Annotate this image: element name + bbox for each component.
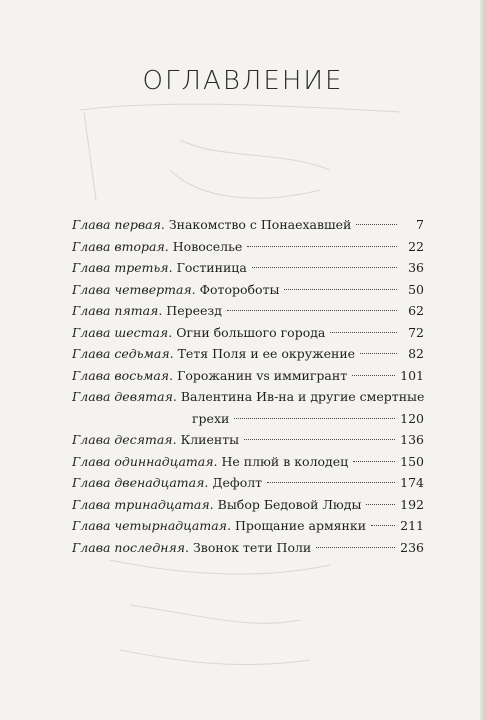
- dot-leader: [371, 525, 395, 526]
- dot-leader: [247, 246, 397, 247]
- chapter-title: Выбор Бедовой Люды: [217, 496, 362, 512]
- chapter-title: Звонок тети Поли: [193, 539, 312, 555]
- chapter-title: Клиенты: [180, 432, 240, 447]
- page-number: 7: [416, 217, 424, 232]
- chapter-title: Гостиница: [176, 260, 247, 275]
- chapter-number: Глава десятая: [72, 432, 173, 447]
- page-edge: [480, 0, 486, 720]
- dot-leader: [352, 375, 395, 376]
- dot-leader: [330, 332, 397, 333]
- chapter-number: Глава тринадцатая: [72, 496, 210, 512]
- page-number: 120: [400, 410, 424, 426]
- page-number: 72: [408, 324, 424, 340]
- chapter-number: Глава восьмая: [72, 367, 170, 383]
- chapter-title-continuation: грехи: [192, 410, 230, 426]
- table-of-contents: [72, 214, 424, 558]
- dot-leader: [316, 547, 395, 548]
- dot-leader: [360, 353, 397, 354]
- chapter-title: Тетя Поля и ее окружение: [177, 346, 356, 361]
- dot-leader: [227, 310, 397, 311]
- page-number: 62: [408, 303, 424, 318]
- toc-entry[interactable]: Глава первая . Знакомство с Понаехавшей 7: [72, 214, 424, 236]
- page-number: 150: [400, 453, 424, 469]
- chapter-number: Глава двенадцатая: [72, 475, 205, 490]
- chapter-number: Глава пятая: [72, 303, 159, 318]
- toc-entry[interactable]: Глава тринадцатая . Выбор Бедовой Люды 192: [72, 494, 424, 516]
- chapter-number: Глава третья: [72, 260, 169, 275]
- toc-entry[interactable]: Глава вторая . Новоселье 22: [72, 236, 424, 258]
- chapter-title: Прощание армянки: [234, 518, 367, 533]
- chapter-title: Горожанин vs иммигрант: [177, 367, 348, 383]
- toc-entry[interactable]: Глава четырнадцатая . Прощание армянки 211: [72, 515, 424, 537]
- dot-leader: [284, 289, 397, 290]
- page-title: ОГЛАВЛЕНИЕ: [142, 66, 344, 96]
- page-number: 136: [400, 432, 424, 447]
- toc-entry[interactable]: Глава шестая . Огни большого города 72: [72, 322, 424, 344]
- toc-entry[interactable]: Глава девятая . Валентина Ив-на и другие смертные: [72, 386, 424, 408]
- toc-entry[interactable]: Глава двенадцатая . Дефолт 174: [72, 472, 424, 494]
- chapter-title: Дефолт: [212, 475, 263, 490]
- page-number: 22: [408, 238, 424, 254]
- chapter-number: Глава последняя: [72, 539, 186, 555]
- page-number: 101: [400, 367, 424, 383]
- page-number: 50: [408, 281, 424, 297]
- dot-leader: [244, 439, 395, 440]
- chapter-title: Переезд: [166, 303, 222, 318]
- toc-entry[interactable]: Глава одиннадцатая . Не плюй в колодец 150: [72, 451, 424, 473]
- dot-leader: [267, 482, 395, 483]
- toc-entry[interactable]: Глава третья . Гостиница 36: [72, 257, 424, 279]
- toc-entry[interactable]: Глава десятая . Клиенты 136: [72, 429, 424, 451]
- dot-leader: [252, 267, 397, 268]
- dot-leader: [234, 418, 395, 419]
- chapter-number: Глава вторая: [72, 238, 165, 254]
- dot-leader: [366, 504, 395, 505]
- dot-leader: [356, 224, 397, 225]
- chapter-number: Глава шестая: [72, 324, 169, 340]
- page-number: 174: [400, 475, 424, 490]
- chapter-title: Огни большого города: [176, 324, 326, 340]
- toc-entry-continuation[interactable]: [72, 408, 424, 430]
- chapter-title: Знакомство с Понаехавшей: [168, 217, 352, 232]
- chapter-number: Глава четвертая: [72, 281, 192, 297]
- dot-leader: [353, 461, 395, 462]
- toc-entry[interactable]: Глава восьмая . Горожанин vs иммигрант 101: [72, 365, 424, 387]
- page-number: 236: [400, 539, 424, 555]
- page-number: 36: [408, 260, 424, 275]
- page-number: 211: [400, 518, 424, 533]
- toc-entry[interactable]: Глава последняя . Звонок тети Поли 236: [72, 537, 424, 559]
- chapter-title: Не плюй в колодец: [221, 453, 349, 469]
- toc-entry[interactable]: Глава пятая . Переезд 62: [72, 300, 424, 322]
- chapter-number: Глава четырнадцатая: [72, 518, 227, 533]
- chapter-title: Новоселье: [172, 238, 243, 254]
- toc-entry[interactable]: Глава четвертая . Фотороботы 50: [72, 279, 424, 301]
- page-number: 192: [400, 496, 424, 512]
- chapter-title: Фотороботы: [199, 281, 280, 297]
- page-number: 82: [408, 346, 424, 361]
- chapter-number: Глава седьмая: [72, 346, 170, 361]
- toc-entry[interactable]: Глава седьмая . Тетя Поля и ее окружение 82: [72, 343, 424, 365]
- chapter-title: Валентина Ив-на и другие смертные: [180, 389, 425, 404]
- chapter-number: Глава одиннадцатая: [72, 453, 214, 469]
- chapter-number: Глава первая: [72, 217, 161, 232]
- chapter-number: Глава девятая: [72, 389, 173, 404]
